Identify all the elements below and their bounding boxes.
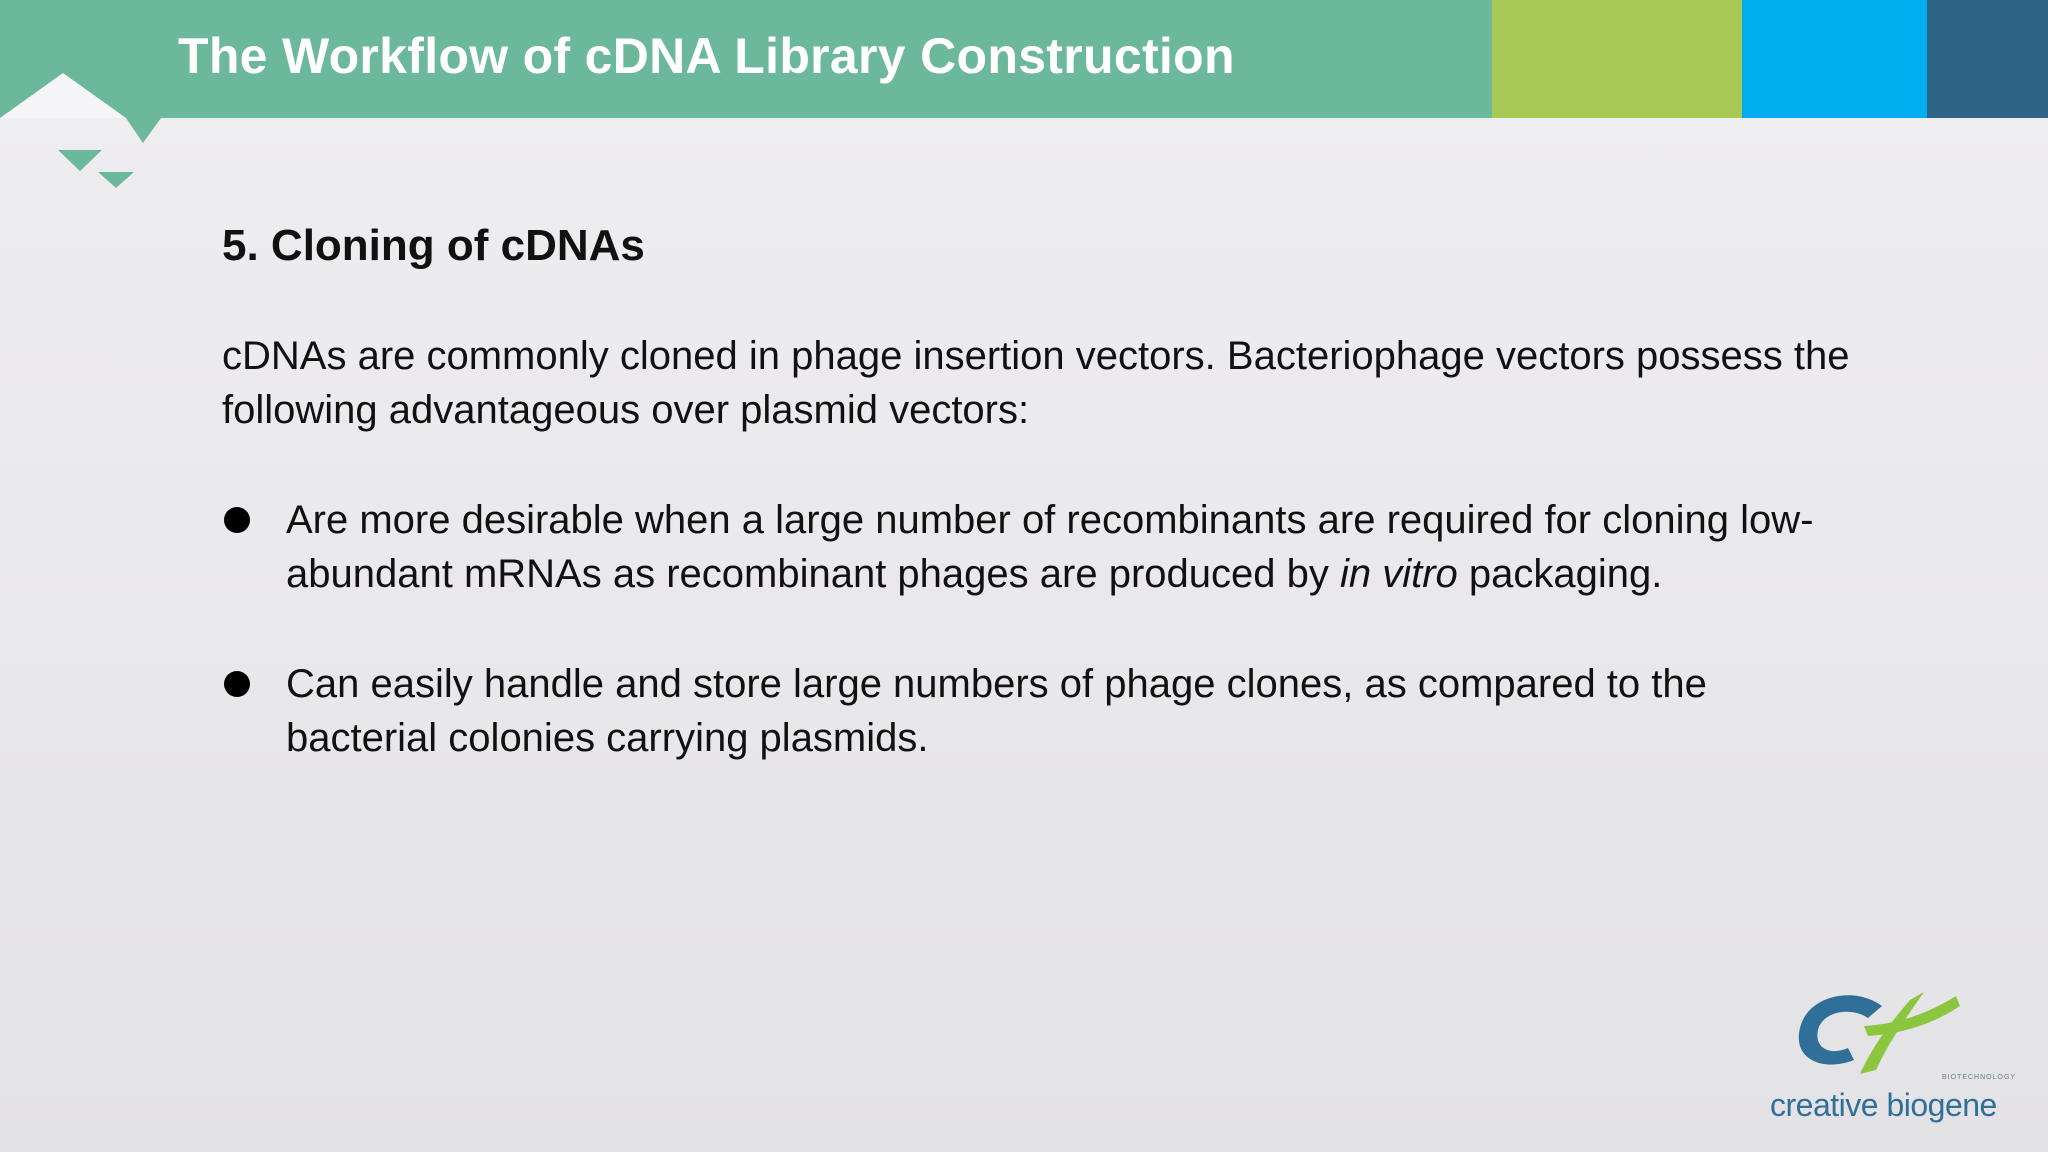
bullet-dot-icon: [224, 671, 250, 697]
bullet-text: Can easily handle and store large numbers of phage clones, as compared to the bacterial colonies carrying plasmids.: [286, 662, 1707, 760]
intro-paragraph: cDNAs are commonly cloned in phage insertion vectors. Bacteriophage vectors possess the following advantageous over plasmid vectors:: [222, 334, 1850, 432]
corner-triangle-decoration: [0, 0, 200, 200]
company-logo: [1764, 978, 2024, 1133]
bullet-emphasis: in vitro: [1339, 552, 1458, 596]
logo-tagline: BIOTECHNOLOGY: [1942, 1074, 2017, 1081]
bullet-item: [222, 657, 1862, 765]
accent-block-navy: [1927, 0, 2048, 118]
bullet-item: [222, 493, 1862, 601]
accent-block-green: [1492, 0, 1742, 118]
accent-block-blue: [1742, 0, 1927, 118]
bullet-text-end: packaging.: [1457, 552, 1663, 596]
bullet-text: Are more desirable when a large number of recombinants are required for cloning low-abundant mRNAs as recombinant phages are produced by: [286, 498, 1814, 596]
logo-mark-icon: [1764, 978, 2024, 1088]
section-heading: 5. Cloning of cDNAs: [222, 221, 645, 270]
slide-title: The Workflow of cDNA Library Construction: [178, 28, 1235, 84]
bullet-dot-icon: [224, 507, 250, 533]
bullet-list: [222, 493, 1862, 821]
logo-wordmark: creative biogene: [1770, 1087, 1997, 1123]
